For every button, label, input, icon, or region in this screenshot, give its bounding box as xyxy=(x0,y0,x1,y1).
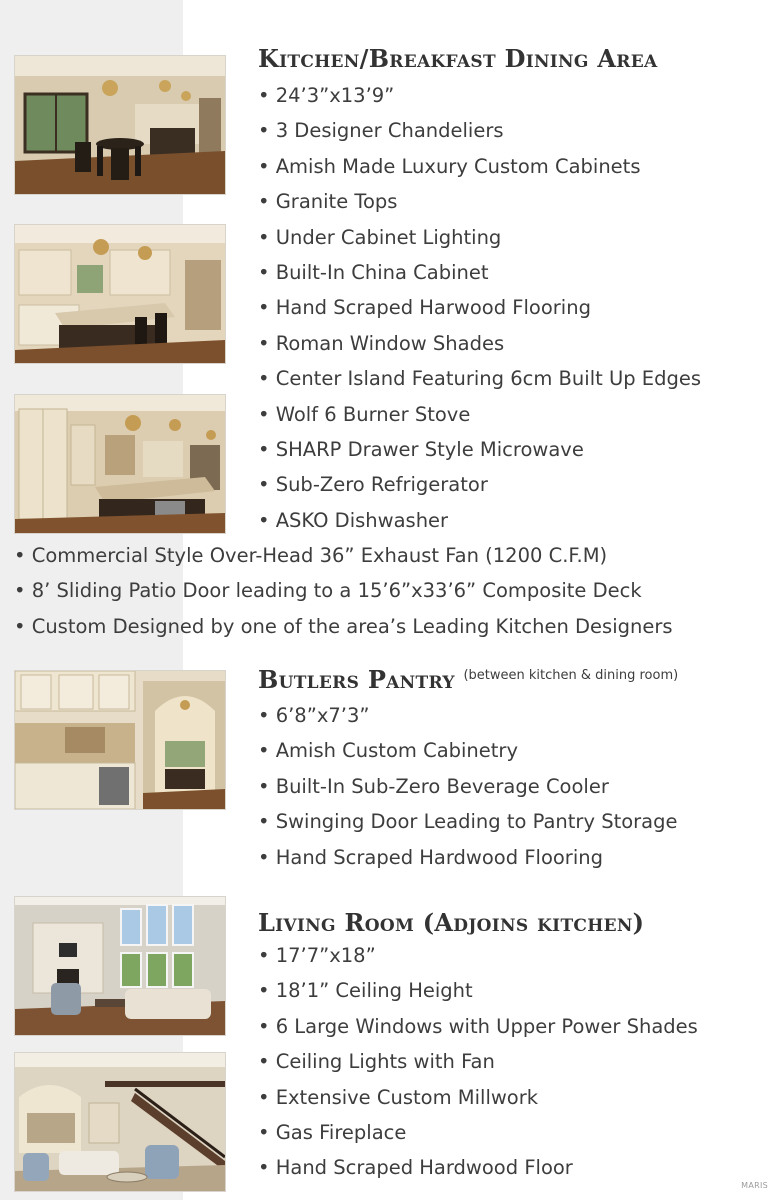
living-room-heading: Living Room (Adjoins kitchen) xyxy=(258,908,645,937)
kitchen-breakfast-photo xyxy=(14,55,226,195)
list-item: • Ceiling Lights with Fan xyxy=(258,1050,495,1074)
list-item: • Hand Scraped Harwood Flooring xyxy=(258,296,591,320)
list-item: • 17’7”x18” xyxy=(258,944,376,967)
list-item: • ASKO Dishwasher xyxy=(258,508,449,532)
list-item: • 6’8”x7’3” xyxy=(258,704,370,727)
list-item: • 6 Large Windows with Upper Power Shades xyxy=(258,1014,698,1038)
list-item: • 18’1” Ceiling Height xyxy=(258,979,473,1003)
list-item: • Sub-Zero Refrigerator xyxy=(258,473,488,497)
kitchen-heading: Kitchen/Breakfast Dining Area xyxy=(258,44,658,73)
list-item: • Swinging Door Leading to Pantry Storage xyxy=(258,810,678,834)
kitchen-refrigerator-photo xyxy=(14,394,226,534)
butlers-pantry-photo xyxy=(14,670,226,810)
list-item: • 3 Designer Chandeliers xyxy=(258,119,504,143)
list-item: • Wolf 6 Burner Stove xyxy=(258,402,471,426)
list-item: • Center Island Featuring 6cm Built Up Edges xyxy=(258,367,702,391)
kitchen-feature-list xyxy=(258,78,701,538)
list-item: • Built-In China Cabinet xyxy=(258,260,489,284)
list-item: • Amish Custom Cabinetry xyxy=(258,739,518,763)
living-room-windows-photo xyxy=(14,896,226,1036)
list-item: • SHARP Drawer Style Microwave xyxy=(258,437,584,461)
list-item: • Built-In Sub-Zero Beverage Cooler xyxy=(258,774,609,798)
list-item: • Under Cabinet Lighting xyxy=(258,225,502,249)
list-item: • Gas Fireplace xyxy=(258,1120,407,1144)
pantry-note: (between kitchen & dining room) xyxy=(463,668,679,683)
kitchen-wide-feature-list xyxy=(14,538,673,644)
list-item: • 24’3”x13’9” xyxy=(258,84,395,107)
pantry-feature-list xyxy=(258,698,678,875)
list-item: • Commercial Style Over-Head 36” Exhaust Fan (1200 C.F.M) xyxy=(14,544,608,567)
pantry-title: Butlers Pantry xyxy=(258,665,455,694)
watermark: MARIS xyxy=(741,1181,768,1190)
list-item: • Custom Designed by one of the area’s Leading Kitchen Designers xyxy=(14,614,673,638)
list-item: • Roman Window Shades xyxy=(258,331,505,355)
pantry-heading xyxy=(258,665,678,694)
list-item: • Granite Tops xyxy=(258,190,398,214)
kitchen-island-photo xyxy=(14,224,226,364)
list-item: • Hand Scraped Hardwood Floor xyxy=(258,1156,573,1180)
living-room-feature-list xyxy=(258,938,698,1186)
list-item: • Extensive Custom Millwork xyxy=(258,1085,539,1109)
list-item: • Hand Scraped Hardwood Flooring xyxy=(258,845,603,869)
list-item: • 8’ Sliding Patio Door leading to a 15’6”x33’6” Composite Deck xyxy=(14,579,642,603)
living-room-staircase-photo xyxy=(14,1052,226,1192)
list-item: • Amish Made Luxury Custom Cabinets xyxy=(258,154,641,178)
